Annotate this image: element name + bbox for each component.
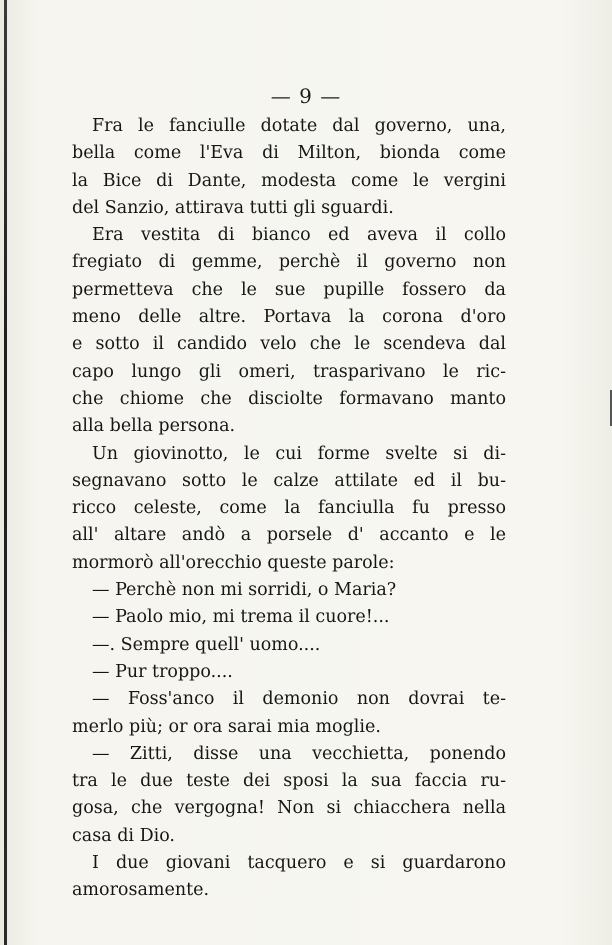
binding-edge: [4, 0, 7, 945]
text-line: meno delle altre. Portava la corona d'oro: [72, 307, 506, 328]
text-line: e sotto il candido velo che le scendeva dal: [72, 334, 506, 355]
text-line: Era vestita di bianco ed aveva il collo: [92, 225, 506, 246]
text-line: tra le due teste dei sposi la sua faccia ru-: [72, 771, 506, 792]
dialog-line: — Pur troppo....: [92, 661, 233, 682]
text-line: Fra le fanciulle dotate dal governo, una,: [92, 116, 506, 136]
text-line: segnavano sotto le calze attilate ed il bu-: [72, 470, 506, 491]
dialog-line: — Zitti, disse una vecchietta, ponendo: [92, 743, 506, 764]
text-line: Un giovinotto, le cui forme svelte si di-: [92, 443, 506, 464]
text-line: capo lungo gli omeri, trasparivano le ric-: [72, 361, 506, 382]
text-line: amorosamente.: [72, 880, 210, 901]
dialog-line: —. Sempre quell' uomo....: [92, 634, 321, 655]
text-line: del Sanzio, attirava tutti gli sguardi.: [72, 197, 394, 218]
text-line: la Bice di Dante, modesta come le vergini: [72, 170, 506, 191]
text-line: mormorò all'orecchio queste parole:: [72, 552, 395, 573]
text-line: ricco celeste, come la fanciulla fu presso: [72, 498, 506, 519]
text-line: che chiome che disciolte formavano manto: [72, 388, 506, 409]
text-line: all' altare andò a porsele d' accanto e le: [72, 525, 506, 546]
dialog-line: — Paolo mio, mi trema il cuore!...: [92, 607, 390, 628]
page-number: — 9 —: [270, 84, 342, 108]
text-line: fregiato di gemme, perchè il governo non: [72, 252, 506, 273]
text-line: gosa, che vergogna! Non si chiacchera nella: [72, 798, 506, 819]
text-line: casa di Dio.: [72, 825, 175, 846]
text-line: I due giovani tacquero e si guardarono: [92, 853, 506, 874]
text-line: merlo più; or ora sarai mia moglie.: [72, 716, 381, 737]
text-line: alla bella persona.: [72, 416, 236, 437]
text-line: bella come l'Eva di Milton, bionda come: [72, 143, 506, 164]
text-line: permetteva che le sue pupille fossero da: [72, 279, 506, 300]
dialog-line: — Perchè non mi sorridi, o Maria?: [92, 580, 397, 601]
body-text: [72, 113, 506, 905]
dialog-line: — Foss'anco il demonio non dovrai te-: [92, 689, 506, 710]
